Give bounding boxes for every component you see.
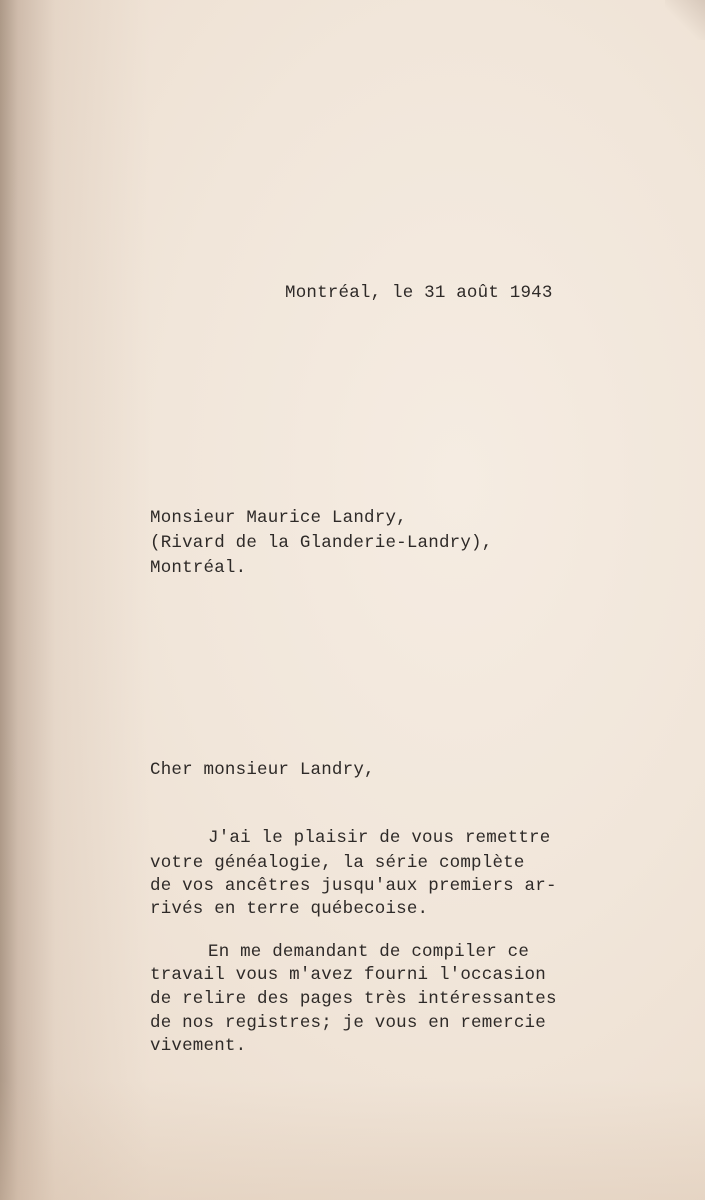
binding-shadow [0, 0, 150, 1200]
paragraph-line: travail vous m'avez fourni l'occasion [150, 965, 546, 985]
paragraph-line: vivement. [150, 1036, 247, 1056]
paragraph-line: de relire des pages très intéressantes [150, 989, 557, 1009]
recipient-name: Monsieur Maurice Landry, [150, 508, 407, 528]
paper-aging [0, 1080, 705, 1200]
recipient-alt-name: (Rivard de la Glanderie-Landry), [150, 533, 493, 553]
salutation: Cher monsieur Landry, [150, 760, 375, 780]
paragraph-line: J'ai le plaisir de vous remettre [208, 828, 551, 848]
paragraph-line: de vos ancêtres jusqu'aux premiers ar- [150, 876, 557, 896]
paragraph-line: votre généalogie, la série complète [150, 853, 525, 873]
paragraph-line: En me demandant de compiler ce [208, 942, 530, 962]
page-corner [665, 0, 705, 40]
date-line: Montréal, le 31 août 1943 [285, 283, 553, 303]
paragraph-line: rivés en terre québecoise. [150, 899, 429, 919]
recipient-city: Montréal. [150, 558, 247, 578]
paragraph-line: de nos registres; je vous en remercie [150, 1013, 546, 1033]
